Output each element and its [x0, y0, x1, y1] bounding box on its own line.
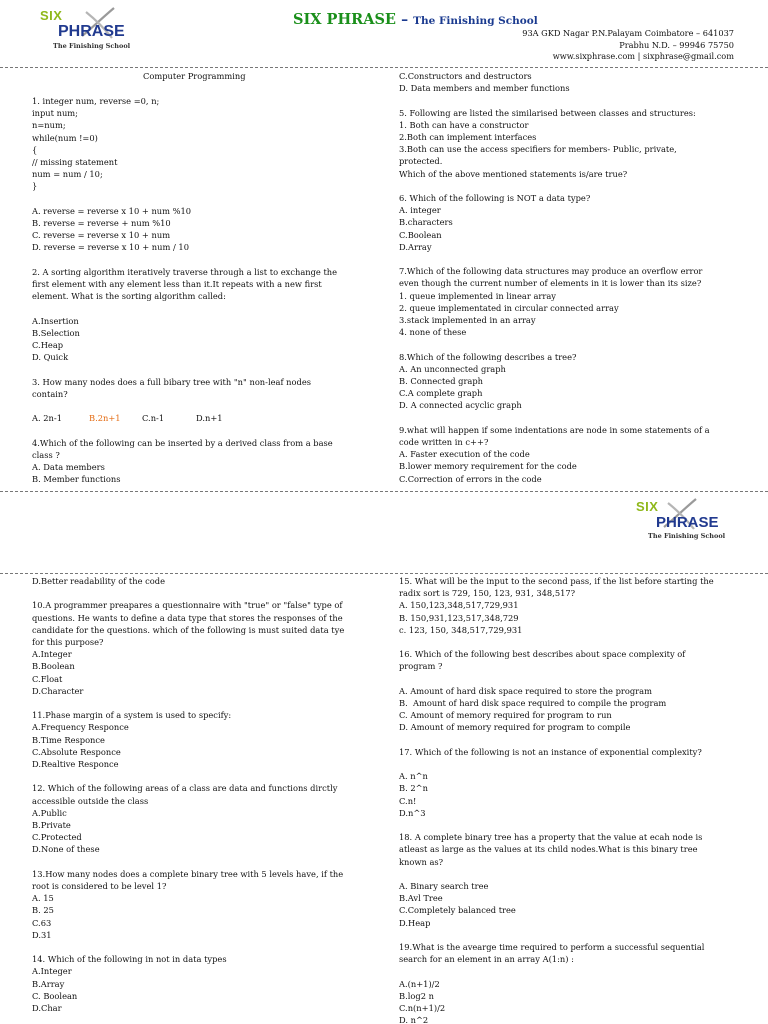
text-line: B. Member functions	[32, 474, 121, 485]
text-line: D.Array	[399, 241, 432, 252]
text-line: class ?	[32, 449, 60, 460]
text-line: D.Char	[32, 1003, 62, 1013]
text-line: A. Binary search tree	[399, 881, 489, 891]
text-line: C. reverse = reverse x 10 + num	[32, 230, 171, 241]
text-line: A. An unconnected graph	[399, 363, 506, 374]
text-line: 7.Which of the following data structures may produce an overflow error	[399, 266, 703, 277]
text-line: A.(n+1)/2	[399, 978, 440, 989]
text-line: {	[32, 144, 38, 155]
text-line: root is considered to be level 1?	[32, 881, 167, 891]
text-line: 3.stack implemented in an array	[399, 315, 536, 325]
text-line: protected.	[399, 156, 443, 167]
address-line: 93A GKD Nagar P.N.Palayam Coimbatore – 641037	[522, 28, 734, 38]
text-line: C.Absolute Responce	[32, 746, 121, 757]
text-line: C.Boolean	[399, 229, 442, 240]
text-line: 4. none of these	[399, 327, 467, 338]
text-line: num = num / 10;	[32, 169, 103, 180]
text-line: A.Insertion	[32, 315, 79, 326]
text-line: C.n(n+1)/2	[399, 1003, 446, 1013]
text-line: C.Protected	[32, 832, 82, 843]
text-line: B. 2^n	[399, 783, 428, 794]
phone-line: Prabhu N.D. – 99946 75750	[619, 39, 734, 50]
text-line: 3.Both can use the access specifiers for members- Public, private,	[399, 144, 677, 155]
text-line: contain?	[32, 388, 68, 399]
text-line: 18. A complete binary tree has a property that the value at ecah node is	[399, 832, 703, 843]
text-line: 17. Which of the following is not an instance of exponential complexity?	[399, 746, 702, 757]
mid-logo-six-text: SIX	[636, 499, 659, 514]
brand-title: SIX PHRASE	[293, 11, 396, 28]
text-line: B.lower memory requirement for the code	[399, 461, 577, 472]
header	[0, 0, 768, 64]
text-line: 4.Which of the following can be inserted by a derived class from a base	[32, 437, 333, 448]
text-line: B.Boolean	[32, 661, 75, 672]
text-line: B.log2 n	[399, 990, 434, 1001]
text-line: D.Heap	[399, 917, 431, 928]
q3-option-a: A. 2n-1	[32, 413, 62, 424]
text-line: D. Quick	[32, 352, 69, 363]
text-line: candidate for the questions. which of the following is must suited data tye	[32, 624, 345, 635]
text-line: radix sort is 729, 150, 123, 931, 348,517?	[399, 588, 576, 599]
text-line: B.Time Responce	[32, 734, 105, 745]
text-line: 10.A programmer preapares a questionnaire with "true" or "false" type of	[32, 600, 343, 611]
text-line: search for an element in an array A(1:n) :	[399, 954, 574, 965]
text-line: B. reverse = reverse + num %10	[32, 218, 171, 228]
text-line: A.Public	[32, 807, 67, 818]
text-line: C.n!	[399, 795, 417, 806]
text-line: A. 150,123,348,517,729,931	[399, 600, 519, 611]
text-line: 2. queue implementated in circular connected array	[399, 302, 619, 313]
text-line: A.Frequency Responce	[32, 722, 129, 733]
text-line: B.Avl Tree	[399, 893, 443, 904]
text-line: 2.Both can implement interfaces	[399, 132, 537, 142]
text-line: 1. queue implemented in linear array	[399, 290, 556, 301]
header-divider	[0, 67, 768, 68]
text-line: 5. Following are listed the similarised between classes and structures:	[399, 107, 696, 118]
text-line: A.Integer	[32, 966, 72, 977]
logo-phrase-text: PHRASE	[58, 23, 125, 40]
text-line: questions. He wants to define a data type that stores the responses of the	[32, 612, 343, 623]
text-line: A. 15	[32, 893, 54, 904]
text-line: input num;	[32, 108, 78, 119]
text-line: D. reverse = reverse x 10 + num / 10	[32, 242, 189, 253]
text-line: C. Boolean	[32, 990, 78, 1001]
text-line: Which of the above mentioned statements is/are true?	[399, 168, 628, 179]
text-line: D.Better readability of the code	[32, 576, 165, 586]
text-line: A. n^n	[399, 771, 428, 782]
text-line: B. Connected graph	[399, 376, 484, 386]
brand-heading	[293, 9, 538, 28]
text-line: A. reverse = reverse x 10 + num %10	[32, 205, 192, 216]
text-line: C.Correction of errors in the code	[399, 473, 542, 484]
address-block	[522, 28, 734, 63]
text-line: c. 123, 150, 348,517,729,931	[399, 624, 523, 635]
text-line: 14. Which of the following in not in data types	[32, 954, 227, 965]
q3-option-b: B.2n+1	[89, 413, 121, 424]
text-line: D.Realtive Responce	[32, 759, 119, 769]
text-line: 8.Which of the following describes a tree?	[399, 351, 577, 362]
text-line: B.Array	[32, 978, 65, 989]
text-line: accessible outside the class	[32, 795, 149, 806]
text-line: element. What is the sorting algorithm called:	[32, 291, 226, 302]
text-line: C.Float	[32, 673, 63, 684]
text-line: C.Constructors and destructors	[399, 71, 532, 81]
text-line: D.n^3	[399, 807, 426, 818]
text-line: A. Data members	[32, 462, 105, 472]
text-line: // missing statement	[32, 157, 118, 167]
text-line: B.characters	[399, 217, 453, 228]
mid-logo-tagline: The Finishing School	[648, 532, 726, 540]
text-line: 3. How many nodes does a full bibary tree with "n" non-leaf nodes	[32, 376, 311, 387]
logo-six-text: SIX	[40, 8, 63, 23]
text-line: D.None of these	[32, 844, 100, 855]
text-line: }	[32, 181, 38, 192]
header-logo	[38, 6, 148, 52]
text-line: D. Amount of memory required for program to compile	[399, 722, 631, 733]
web-email-line[interactable]: www.sixphrase.com | sixphrase@gmail.com	[552, 51, 734, 61]
page2-top-divider	[0, 573, 768, 574]
brand-subtitle: The Finishing School	[413, 15, 538, 27]
text-line: 13.How many nodes does a complete binary tree with 5 levels have, if the	[32, 868, 344, 879]
text-line: D.31	[32, 929, 52, 940]
text-line: B.Private	[32, 820, 71, 830]
text-line: 2. A sorting algorithm iteratively traverse through a list to exchange the	[32, 266, 338, 277]
mid-logo	[634, 497, 744, 543]
text-line: C.A complete graph	[399, 388, 483, 399]
text-line: A. Faster execution of the code	[399, 449, 530, 460]
text-line: 19.What is the avearge time required to perform a successful sequential	[399, 942, 705, 952]
text-line: C.Completely balanced tree	[399, 905, 516, 916]
text-line: C.Heap	[32, 340, 64, 350]
text-line: 6. Which of the following is NOT a data type?	[399, 193, 591, 203]
text-line: D. A connected acyclic graph	[399, 400, 522, 411]
text-line: A. Amount of hard disk space required to store the program	[399, 685, 652, 696]
text-line: while(num !=0)	[32, 132, 98, 143]
text-line: C.63	[32, 917, 52, 928]
mid-logo-phrase-text: PHRASE	[656, 514, 719, 531]
text-line: n=num;	[32, 120, 66, 131]
text-line: B. 25	[32, 905, 54, 916]
text-line: 1. Both can have a constructor	[399, 119, 529, 130]
text-line: 12. Which of the following areas of a class are data and functions dirctly	[32, 783, 338, 794]
text-line: 9.what will happen if some indentations are node in some statements of a	[399, 424, 710, 435]
text-line: first element with any element less than it.It repeats with a new first	[32, 279, 322, 289]
text-line: known as?	[399, 856, 444, 867]
text-line: 16. Which of the following best describes about space complexity of	[399, 649, 686, 660]
text-line: A. integer	[399, 205, 441, 216]
text-line: B.Selection	[32, 327, 80, 338]
text-line: for this purpose?	[32, 637, 104, 647]
text-line: 15. What will be the input to the second pass, if the list before starting the	[399, 576, 714, 586]
text-line: atleast as large as the values at its child nodes.What is this binary tree	[399, 844, 698, 855]
text-line: A.Integer	[32, 649, 72, 660]
text-line: B. Amount of hard disk space required to compile the program	[399, 698, 667, 708]
page1-left-title: Computer Programming	[143, 71, 246, 81]
text-line: program ?	[399, 661, 443, 672]
page1-bottom-divider	[0, 491, 768, 492]
text-line: D. n^2	[399, 1015, 429, 1024]
q3-option-d: D.n+1	[196, 413, 223, 424]
text-line: 1. integer num, reverse =0, n;	[32, 96, 160, 106]
brand-dash: –	[401, 12, 409, 28]
text-line: B. 150,931,123,517,348,729	[399, 612, 519, 623]
text-line: code written in c++?	[399, 437, 489, 447]
q3-option-c: C.n-1	[142, 413, 165, 424]
text-line: D.Character	[32, 685, 84, 696]
logo-tagline: The Finishing School	[53, 42, 131, 50]
text-line: even though the current number of elements in it is lower than its size?	[399, 278, 702, 289]
text-line: D. Data members and member functions	[399, 83, 570, 94]
text-line: C. Amount of memory required for program to run	[399, 710, 612, 721]
text-line: 11.Phase margin of a system is used to specify:	[32, 710, 232, 721]
